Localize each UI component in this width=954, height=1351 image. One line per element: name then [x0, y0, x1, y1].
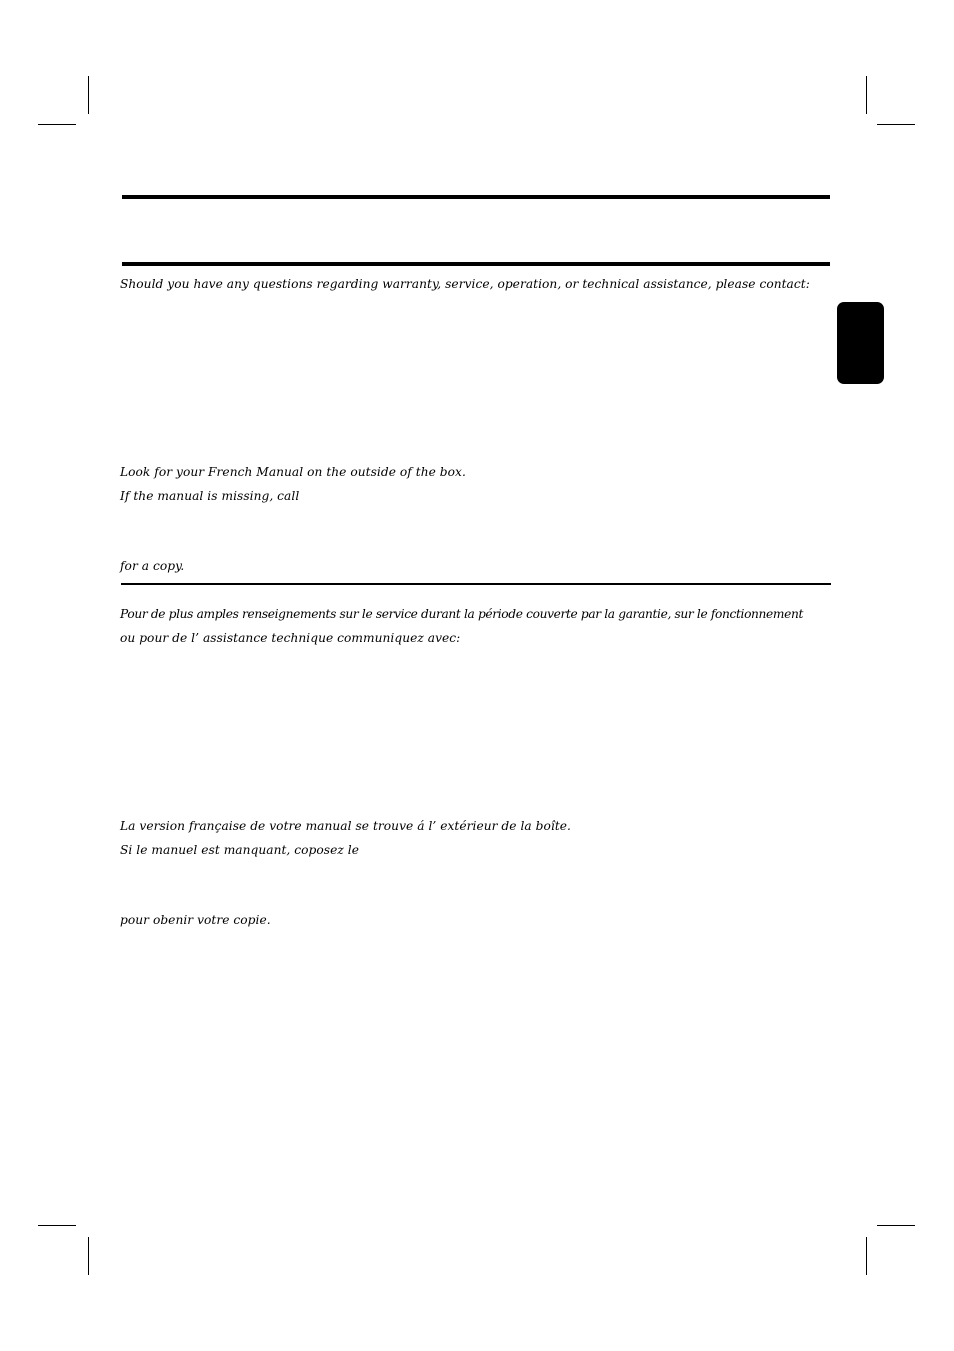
- crop-mark-top-left-vertical: [88, 76, 89, 114]
- language-tab-marker: [837, 302, 884, 384]
- french-missing-line: Si le manuel est manquant, coposez le: [120, 843, 359, 857]
- header-rule-top: [122, 195, 830, 199]
- english-contact-line: Should you have any questions regarding warranty, service, operation, or technical assistance, please contact:: [120, 277, 810, 291]
- header-rule-bottom: [122, 262, 830, 266]
- crop-mark-top-right-horizontal: [877, 124, 915, 125]
- english-copy-line: for a copy.: [120, 559, 185, 573]
- english-french-manual-line: Look for your French Manual on the outside of the box.: [120, 465, 466, 479]
- crop-mark-bottom-right-horizontal: [877, 1225, 915, 1226]
- crop-mark-bottom-right-vertical: [866, 1237, 867, 1275]
- french-contact-line-1: Pour de plus amples renseignements sur le service durant la période couverte par la garantie, sur le fonctionnement: [120, 607, 804, 621]
- french-copy-line: pour obenir votre copie.: [120, 913, 271, 927]
- french-contact-line-2: ou pour de l’ assistance technique communiquez avec:: [120, 631, 461, 645]
- crop-mark-top-right-vertical: [866, 76, 867, 114]
- crop-mark-bottom-left-horizontal: [38, 1225, 76, 1226]
- english-missing-line: If the manual is missing, call: [120, 489, 300, 503]
- crop-mark-bottom-left-vertical: [88, 1237, 89, 1275]
- french-version-line: La version française de votre manual se trouve á l’ extérieur de la boîte.: [120, 819, 571, 833]
- crop-mark-top-left-horizontal: [38, 124, 76, 125]
- section-divider: [121, 583, 831, 585]
